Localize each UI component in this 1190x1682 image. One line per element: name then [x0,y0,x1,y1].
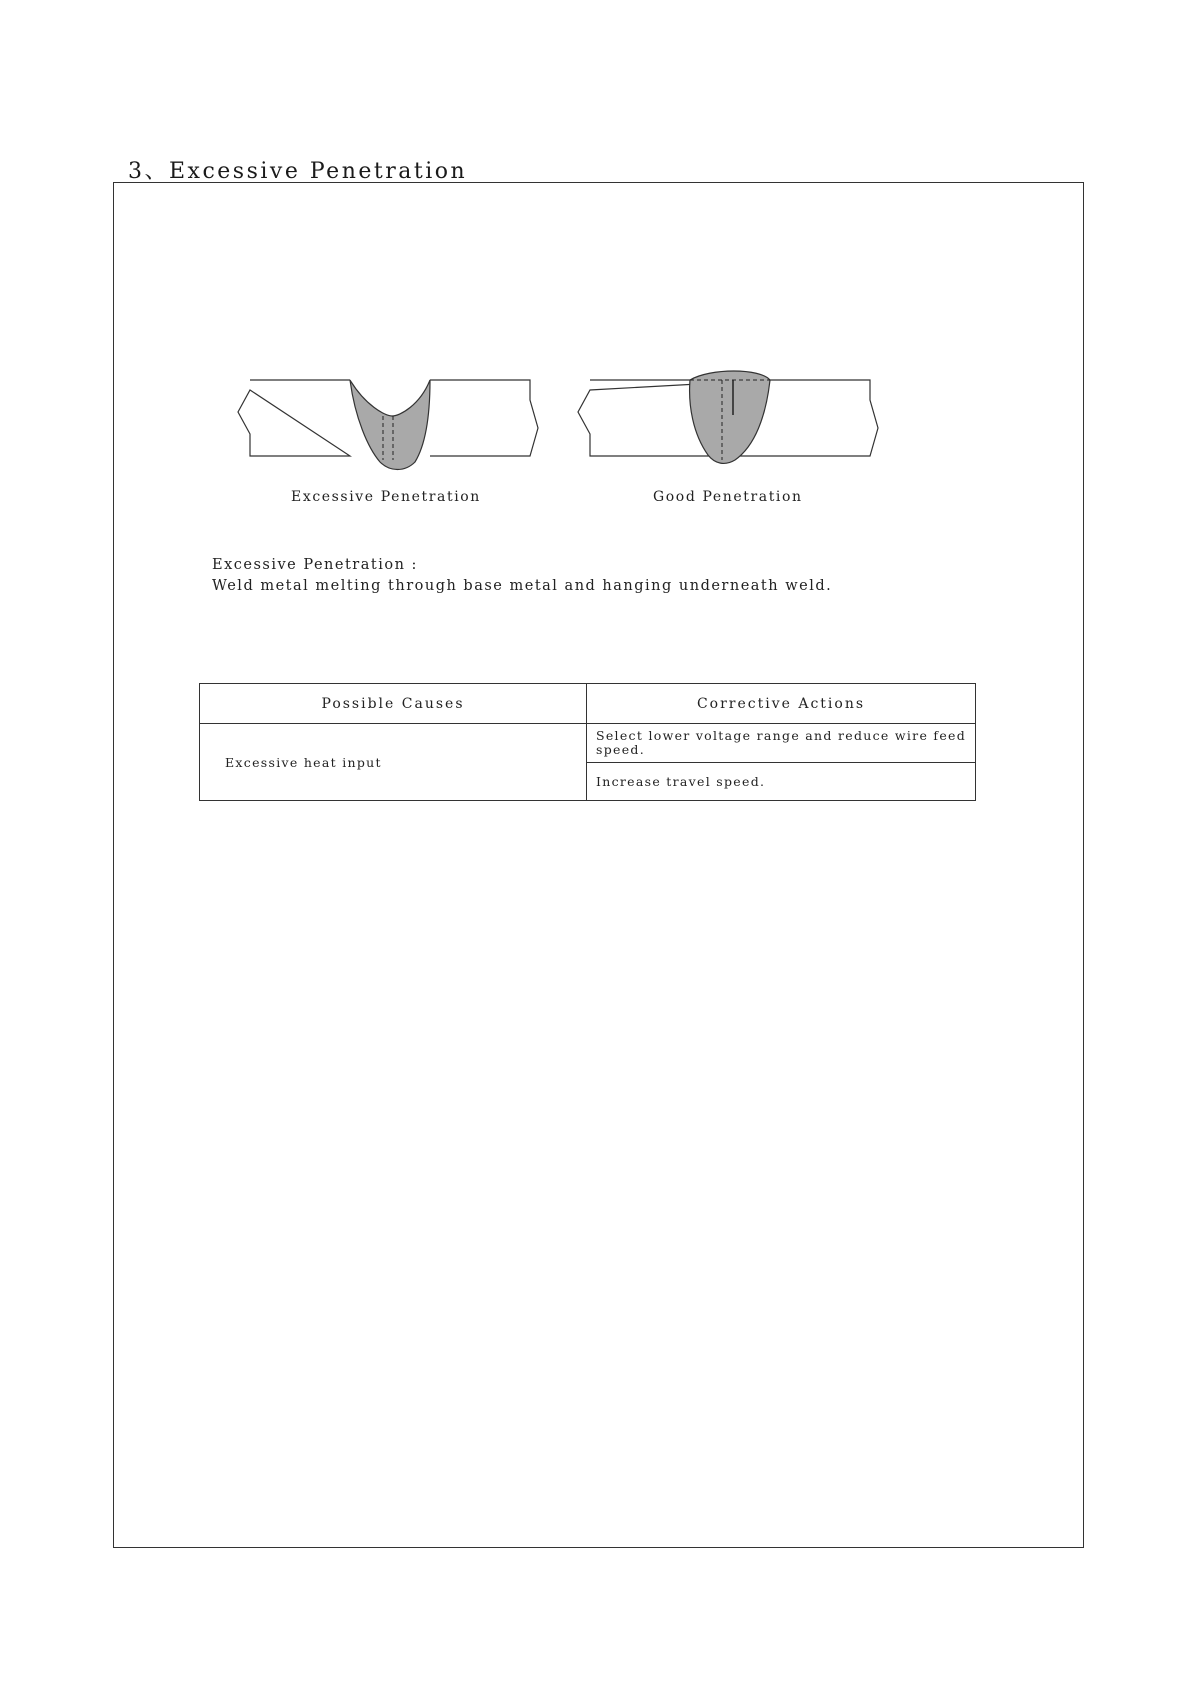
definition-heading: Excessive Penetration : [212,557,418,573]
excessive-weld-bead [350,380,430,470]
good-penetration-label: Good Penetration [653,489,803,505]
section-title: 3、Excessive Penetration [128,159,468,184]
table-row [200,724,976,763]
good-penetration-figure [578,371,878,463]
header-possible-causes: Possible Causes [200,684,587,724]
action-cell: Select lower voltage range and reduce wire feed speed. [587,724,976,763]
table-header-row [200,684,976,724]
good-weld-bead [690,371,770,463]
causes-table [199,683,976,801]
cause-cell: Excessive heat input [200,724,587,801]
definition-text: Weld metal melting through base metal and hanging underneath weld. [212,578,833,594]
excessive-penetration-label: Excessive Penetration [291,489,481,505]
definition-block [212,555,832,597]
action-cell: Increase travel speed. [587,763,976,801]
excessive-penetration-figure [238,380,538,470]
header-corrective-actions: Corrective Actions [587,684,976,724]
